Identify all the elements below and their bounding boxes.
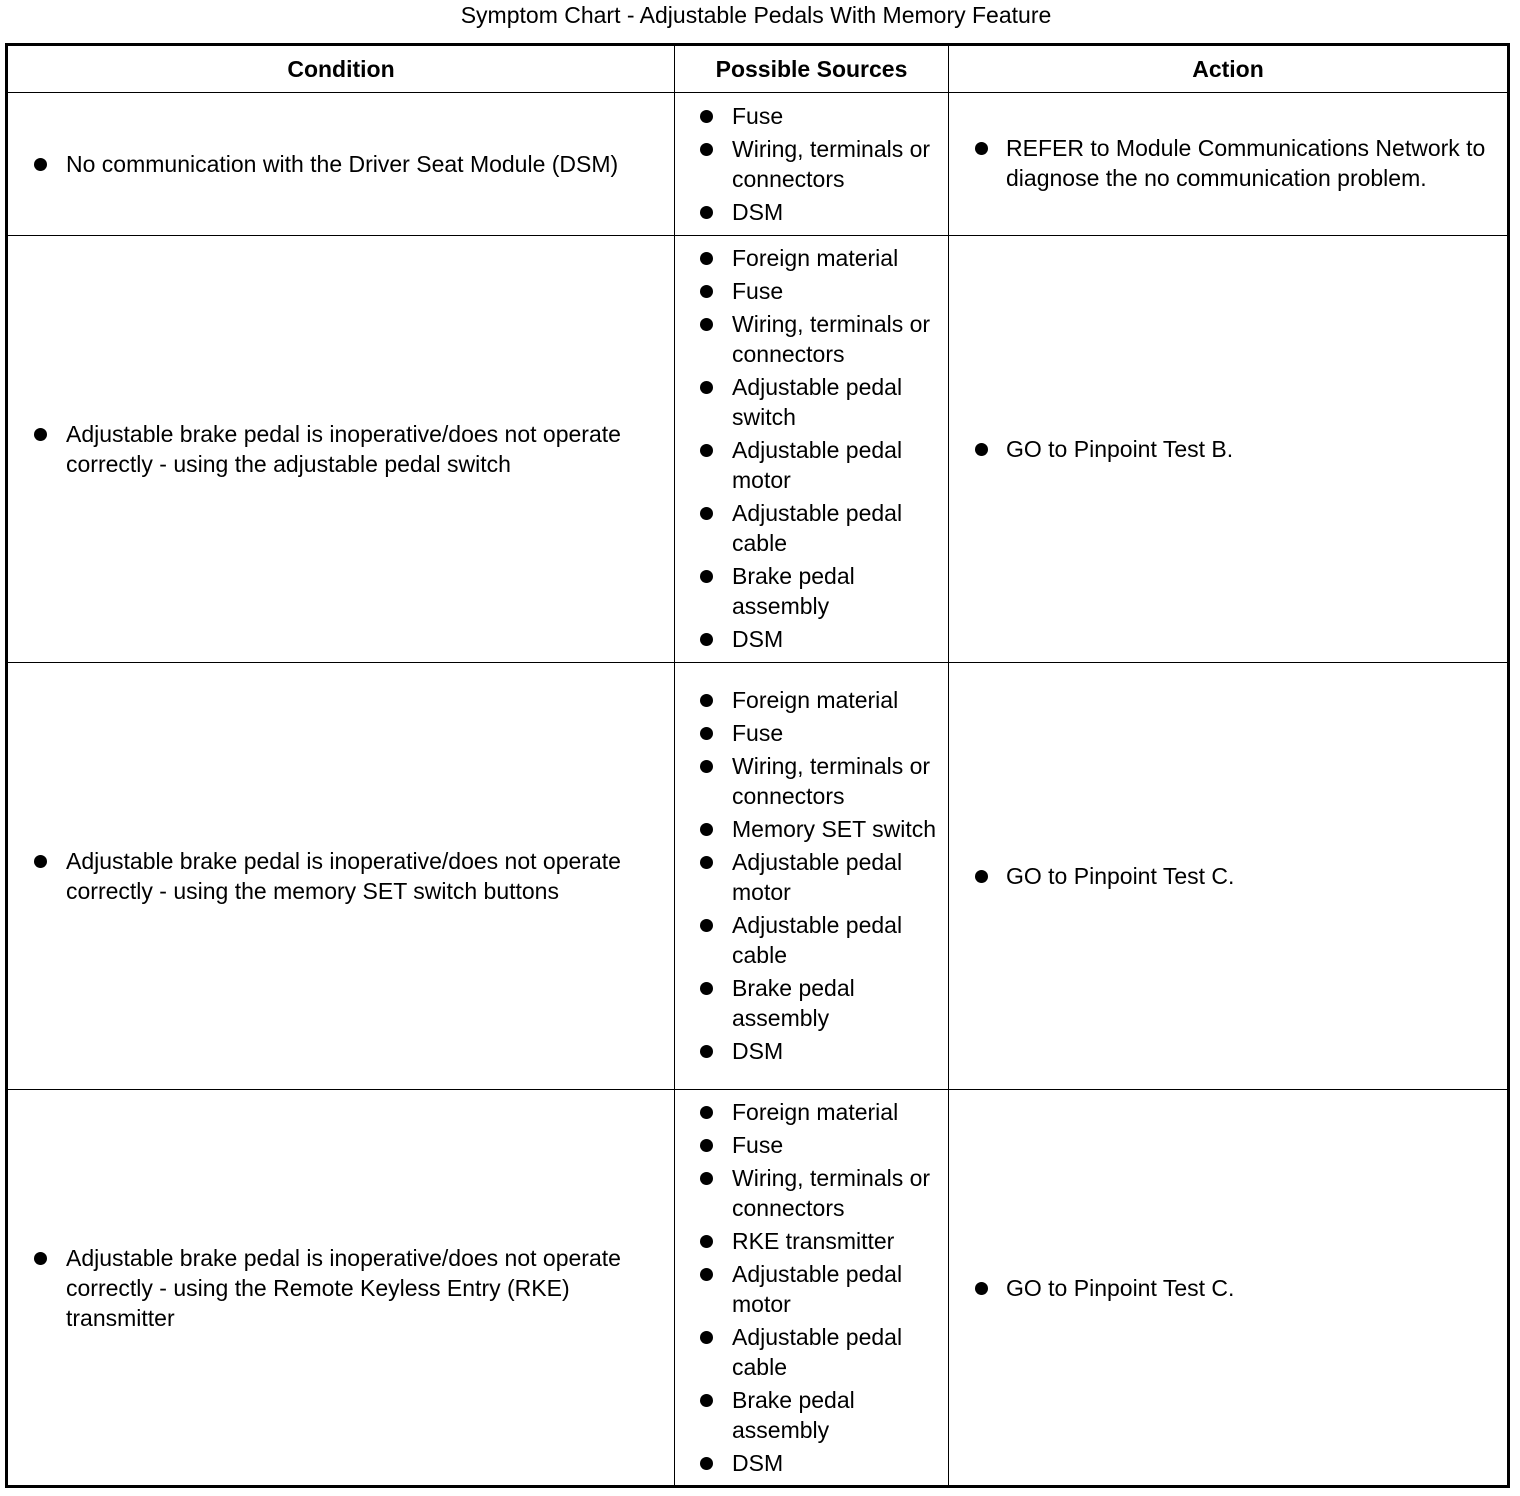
bullet-icon: [975, 443, 988, 456]
bullet-icon: [700, 285, 713, 298]
chart-title: Symptom Chart - Adjustable Pedals With Memory Feature: [460, 2, 1052, 28]
bullet-icon: [34, 428, 47, 441]
source-item: Brake pedal assembly: [675, 1385, 948, 1445]
condition-cell: [7, 1090, 675, 1487]
header-row: [7, 45, 1509, 93]
bullet-icon: [34, 855, 47, 868]
bullet-icon: [34, 1252, 47, 1265]
bullet-icon: [700, 252, 713, 265]
bullet-icon: [700, 381, 713, 394]
condition-item: Adjustable brake pedal is inoperative/does not operate correctly - using the memory SET switch buttons: [8, 846, 674, 906]
source-item: DSM: [675, 624, 948, 654]
bullet-icon: [700, 1045, 713, 1058]
source-item: Adjustable pedal cable: [675, 498, 948, 558]
source-item: Fuse: [675, 276, 948, 306]
source-item: Fuse: [675, 718, 948, 748]
bullet-icon: [700, 318, 713, 331]
bullet-icon: [700, 1457, 713, 1470]
source-item: DSM: [675, 1036, 948, 1066]
bullet-icon: [700, 760, 713, 773]
source-item: DSM: [675, 1448, 948, 1478]
table-row: [7, 1090, 1509, 1487]
source-item: Fuse: [675, 101, 948, 131]
action-item: GO to Pinpoint Test C.: [949, 1273, 1507, 1303]
source-item: Adjustable pedal switch: [675, 372, 948, 432]
source-item: Foreign material: [675, 685, 948, 715]
bullet-icon: [700, 633, 713, 646]
table-row: [7, 236, 1509, 663]
source-item: Wiring, terminals or connectors: [675, 751, 948, 811]
sources-header: Possible Sources: [675, 45, 949, 93]
bullet-icon: [700, 1331, 713, 1344]
bullet-icon: [700, 1268, 713, 1281]
condition-cell: [7, 236, 675, 663]
bullet-icon: [700, 919, 713, 932]
action-cell: [949, 663, 1509, 1090]
source-item: Memory SET switch: [675, 814, 948, 844]
source-item: Adjustable pedal motor: [675, 435, 948, 495]
sources-cell: [675, 93, 949, 236]
action-cell: [949, 1090, 1509, 1487]
condition-item: Adjustable brake pedal is inoperative/does not operate correctly - using the adjustable pedal switch: [8, 419, 674, 479]
bullet-icon: [700, 206, 713, 219]
condition-item: Adjustable brake pedal is inoperative/does not operate correctly - using the Remote Keyless Entry (RKE) transmitter: [8, 1243, 674, 1333]
bullet-icon: [700, 1139, 713, 1152]
bullet-icon: [975, 142, 988, 155]
bullet-icon: [34, 158, 47, 171]
bullet-icon: [700, 982, 713, 995]
bullet-icon: [700, 1394, 713, 1407]
bullet-icon: [700, 856, 713, 869]
bullet-icon: [700, 444, 713, 457]
source-item: Wiring, terminals or connectors: [675, 134, 948, 194]
action-header: Action: [949, 45, 1509, 93]
condition-header: Condition: [7, 45, 675, 93]
source-item: Wiring, terminals or connectors: [675, 309, 948, 369]
action-item: GO to Pinpoint Test B.: [949, 434, 1507, 464]
source-item: Adjustable pedal motor: [675, 1259, 948, 1319]
condition-cell: [7, 663, 675, 1090]
action-cell: [949, 93, 1509, 236]
sources-cell: [675, 236, 949, 663]
source-item: DSM: [675, 197, 948, 227]
action-item: GO to Pinpoint Test C.: [949, 861, 1507, 891]
source-item: Foreign material: [675, 243, 948, 273]
action-item: REFER to Module Communications Network to diagnose the no communication problem.: [949, 133, 1507, 193]
bullet-icon: [700, 694, 713, 707]
bullet-icon: [700, 143, 713, 156]
action-cell: [949, 236, 1509, 663]
source-item: Fuse: [675, 1130, 948, 1160]
bullet-icon: [975, 1282, 988, 1295]
condition-cell: [7, 93, 675, 236]
bullet-icon: [700, 1172, 713, 1185]
source-item: Adjustable pedal motor: [675, 847, 948, 907]
source-item: Adjustable pedal cable: [675, 910, 948, 970]
source-item: Brake pedal assembly: [675, 561, 948, 621]
table-row: [7, 663, 1509, 1090]
table-row: [7, 93, 1509, 236]
bullet-icon: [700, 507, 713, 520]
sources-cell: [675, 663, 949, 1090]
source-item: Foreign material: [675, 1097, 948, 1127]
source-item: Adjustable pedal cable: [675, 1322, 948, 1382]
sources-cell: [675, 1090, 949, 1487]
condition-item: No communication with the Driver Seat Module (DSM): [8, 149, 674, 179]
bullet-icon: [700, 727, 713, 740]
symptom-table: [5, 43, 1510, 1488]
bullet-icon: [700, 570, 713, 583]
source-item: Wiring, terminals or connectors: [675, 1163, 948, 1223]
source-item: Brake pedal assembly: [675, 973, 948, 1033]
bullet-icon: [700, 1235, 713, 1248]
bullet-icon: [975, 870, 988, 883]
bullet-icon: [700, 823, 713, 836]
bullet-icon: [700, 1106, 713, 1119]
source-item: RKE transmitter: [675, 1226, 948, 1256]
bullet-icon: [700, 110, 713, 123]
